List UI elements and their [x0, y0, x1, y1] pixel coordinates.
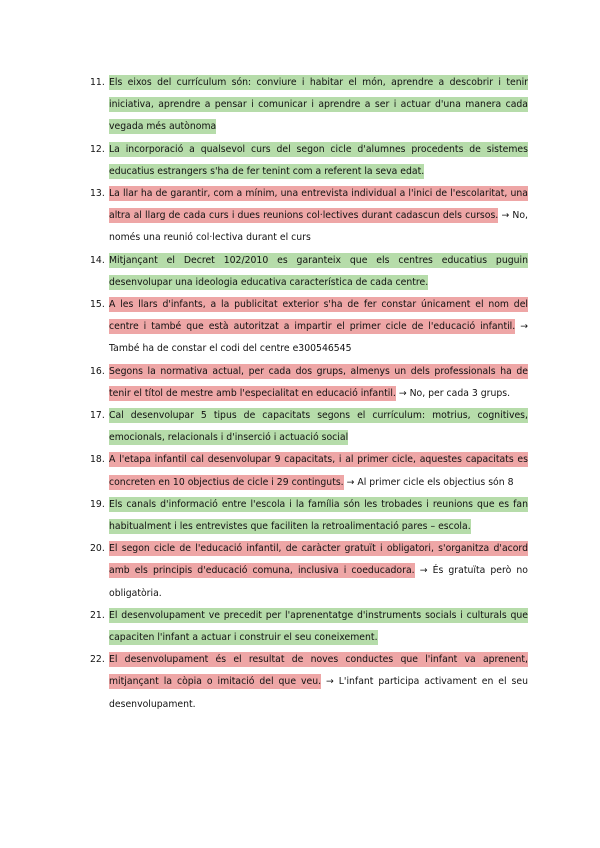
item-number: 19. — [90, 498, 105, 510]
correction-note: → No, per cada 3 grups. — [398, 387, 511, 399]
list-item — [90, 494, 528, 538]
item-statement: Cal desenvolupar 5 tipus de capacitats segons el currículum: motrius, cognitives, emocionals, relacionals i d'inserció i actuació social — [109, 410, 528, 444]
item-statement: La llar ha de garantir, com a mínim, una entrevista individual a l'inici de l'escolaritat, una altra al llarg de cada curs i dues reunions col·lectives durant cadascun dels cursos. — [109, 188, 528, 222]
item-number: 20. — [90, 543, 105, 555]
correction-note: → L'infant participa activament en el seu desenvolupament. — [109, 676, 528, 710]
item-number: 17. — [90, 410, 105, 422]
item-number: 11. — [90, 77, 105, 88]
correction-note: → També ha de constar el codi del centre e300546545 — [109, 321, 528, 355]
item-number: 18. — [90, 454, 105, 466]
item-number: 21. — [90, 609, 105, 621]
list-item — [90, 361, 528, 405]
list-item — [90, 538, 528, 605]
item-number: 22. — [90, 654, 105, 666]
correction-note: → És gratuïta però no obligatòria. — [109, 565, 528, 599]
item-statement: A l'etapa infantil cal desenvolupar 9 capacitats, i al primer cicle, aquestes capacitats es concreten en 10 objectius de cicle i 29 continguts. — [109, 454, 528, 488]
item-statement: El segon cicle de l'educació infantil, de caràcter gratuït i obligatori, s'organitza d'acord amb els principis d'educació comuna, inclusiva i coeducadora. — [109, 543, 528, 577]
item-number: 14. — [90, 254, 105, 266]
list-item — [90, 649, 528, 716]
list-item — [90, 250, 528, 294]
item-statement: Els eixos del currículum són: conviure i habitar el món, aprendre a descobrir i tenir iniciativa, aprendre a pensar i comunicar i aprendre a ser i actuar d'una manera cada vegada més autònoma — [109, 77, 528, 133]
item-statement: Segons la normativa actual, per cada dos grups, almenys un dels professionals ha de tenir el títol de mestre amb l'especialitat en educació infantil. — [109, 365, 528, 399]
correction-note: → No, només una reunió col·lectiva durant el curs — [109, 210, 528, 244]
item-statement: A les llars d'infants, a la publicitat exterior s'ha de fer constar únicament el nom del centre i també que està autoritzat a impartir el primer cicle de l'educació infantil. — [109, 299, 528, 333]
item-statement: El desenvolupament ve precedit per l'aprenentatge d'instruments socials i culturals que capaciten l'infant a actuar i construir el seu coneixement. — [109, 609, 528, 644]
item-statement: La incorporació a qualsevol curs del segon cicle d'alumnes procedents de sistemes educatius estrangers s'ha de fer tenint com a referent la seva edat. — [109, 143, 528, 177]
item-statement: Els canals d'informació entre l'escola i la família són les trobades i reunions que es fan habitualment i les entrevistes que faciliten la retroalimentació pares – escola. — [109, 498, 528, 533]
list-item — [90, 294, 528, 361]
item-number: 12. — [90, 143, 105, 155]
item-statement: El desenvolupament és el resultat de noves conductes que l'infant va aprenent, mitjançant la còpia o imitació del que veu. — [109, 654, 528, 688]
statement-list — [90, 72, 528, 716]
list-item — [90, 449, 528, 493]
item-number: 16. — [90, 365, 105, 377]
list-item — [90, 72, 528, 139]
list-item — [90, 139, 528, 183]
list-item — [90, 605, 528, 649]
list-item — [90, 183, 528, 250]
item-statement: Mitjançant el Decret 102/2010 es garanteix que els centres educatius puguin desenvolupar una ideologia educativa característica de cada centre. — [109, 254, 528, 288]
correction-note: → Al primer cicle els objectius són 8 — [346, 476, 514, 488]
item-number: 15. — [90, 299, 105, 311]
list-item — [90, 405, 528, 449]
item-number: 13. — [90, 188, 105, 200]
